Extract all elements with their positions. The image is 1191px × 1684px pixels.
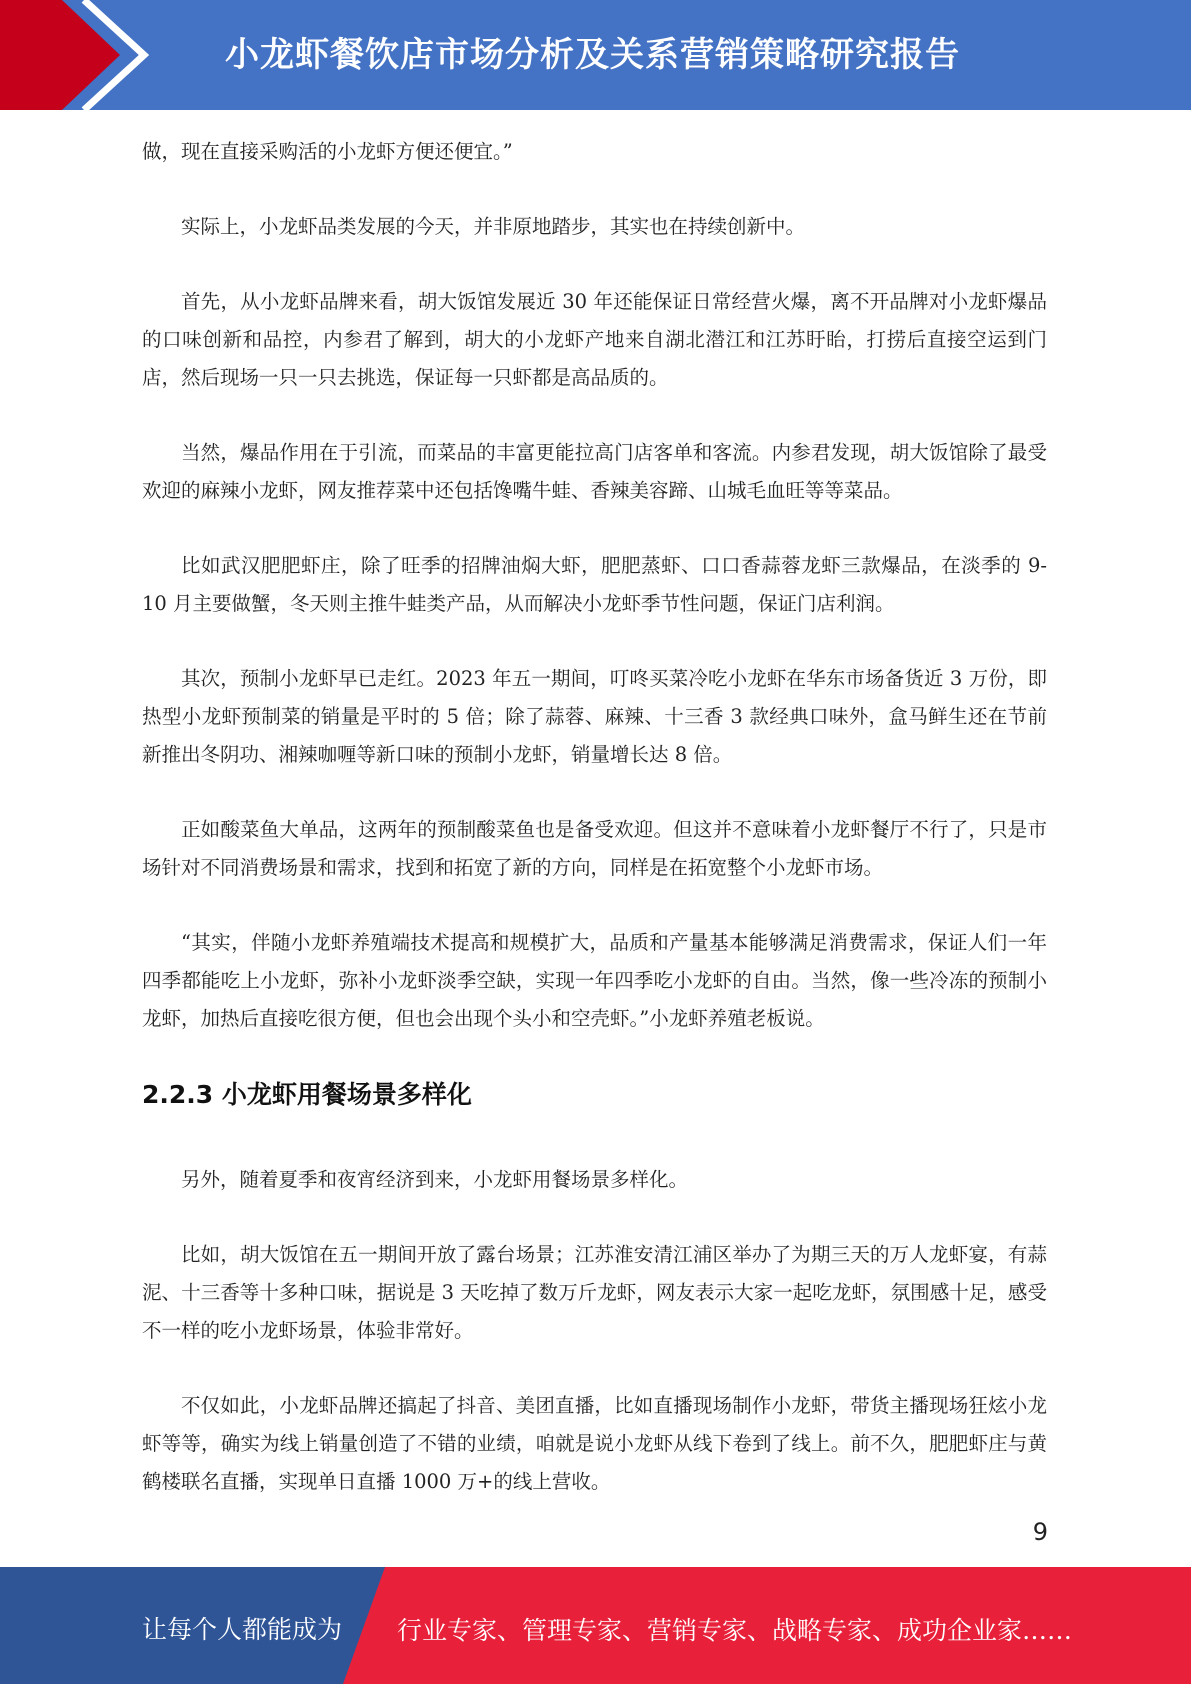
header-arrow-decoration [0,0,160,110]
paragraph: 不仅如此，小龙虾品牌还搞起了抖音、美团直播，比如直播现场制作小龙虾，带货主播现场狂炫小龙虾等等，确实为线上销量创造了不错的业绩，咱就是说小龙虾从线下卷到了线上。前不久，肥肥虾庄与黄鹤楼联名直播，实现单日直播 1000 万+的线上营收。 [142,1394,1047,1493]
document-body [142,133,1047,1538]
paragraph: 做，现在直接采购活的小龙虾方便还便宜。” [142,140,513,163]
paragraph: 正如酸菜鱼大单品，这两年的预制酸菜鱼也是备受欢迎。但这并不意味着小龙虾餐厅不行了，只是市场针对不同消费场景和需求，找到和拓宽了新的方向，同样是在拓宽整个小龙虾市场。 [142,818,1047,879]
header-bar [0,0,1191,110]
paragraph: 比如武汉肥肥虾庄，除了旺季的招牌油焖大虾，肥肥蒸虾、口口香蒜蓉龙虾三款爆品，在淡季的 9-10 月主要做蟹，冬天则主推牛蛙类产品，从而解决小龙虾季节性问题，保证门店利润。 [142,554,1047,615]
section-heading: 2.2.3 小龙虾用餐场景多样化 [142,1080,472,1109]
paragraph: 比如，胡大饭馆在五一期间开放了露台场景；江苏淮安清江浦区举办了为期三天的万人龙虾宴，有蒜泥、十三香等十多种口味，据说是 3 天吃掉了数万斤龙虾，网友表示大家一起吃龙虾，氛围感十足，感受不一样的吃小龙虾场景，体验非常好。 [142,1243,1047,1342]
paragraph: “其实，伴随小龙虾养殖端技术提高和规模扩大，品质和产量基本能够满足消费需求，保证人们一年四季都能吃上小龙虾，弥补小龙虾淡季空缺，实现一年四季吃小龙虾的自由。当然，像一些冷冻的预制小龙虾，加热后直接吃很方便，但也会出现个头小和空壳虾。”小龙虾养殖老板说。 [142,931,1047,1030]
footer-slogan-right: 行业专家、管理专家、营销专家、战略专家、成功企业家…… [397,1616,1073,1645]
paragraph: 当然，爆品作用在于引流，而菜品的丰富更能拉高门店客单和客流。内参君发现，胡大饭馆除了最受欢迎的麻辣小龙虾，网友推荐菜中还包括馋嘴牛蛙、香辣美容蹄、山城毛血旺等等菜品。 [142,441,1047,502]
paragraph: 实际上，小龙虾品类发展的今天，并非原地踏步，其实也在持续创新中。 [181,215,806,238]
paragraph: 另外，随着夏季和夜宵经济到来，小龙虾用餐场景多样化。 [181,1168,689,1191]
report-title: 小龙虾餐饮店市场分析及关系营销策略研究报告 [225,35,960,75]
footer-slogan-left: 让每个人都能成为 [142,1615,343,1644]
paragraph: 其次，预制小龙虾早已走红。2023 年五一期间，叮咚买菜冷吃小龙虾在华东市场备货近 3 万份，即热型小龙虾预制菜的销量是平时的 5 倍；除了蒜蓉、麻辣、十三香 3 款经典口味外，盒马鲜生还在节前新推出冬阴功、湘辣咖喱等新口味的预制小龙虾，销量增长达 8 倍。 [142,667,1047,766]
paragraph: 首先，从小龙虾品牌来看，胡大饭馆发展近 30 年还能保证日常经营火爆，离不开品牌对小龙虾爆品的口味创新和品控，内参君了解到，胡大的小龙虾产地来自湖北潜江和江苏盱眙，打捞后直接空运到门店，然后现场一只一只去挑选，保证每一只虾都是高品质的。 [142,290,1047,389]
page-number: 9 [1032,1518,1048,1546]
